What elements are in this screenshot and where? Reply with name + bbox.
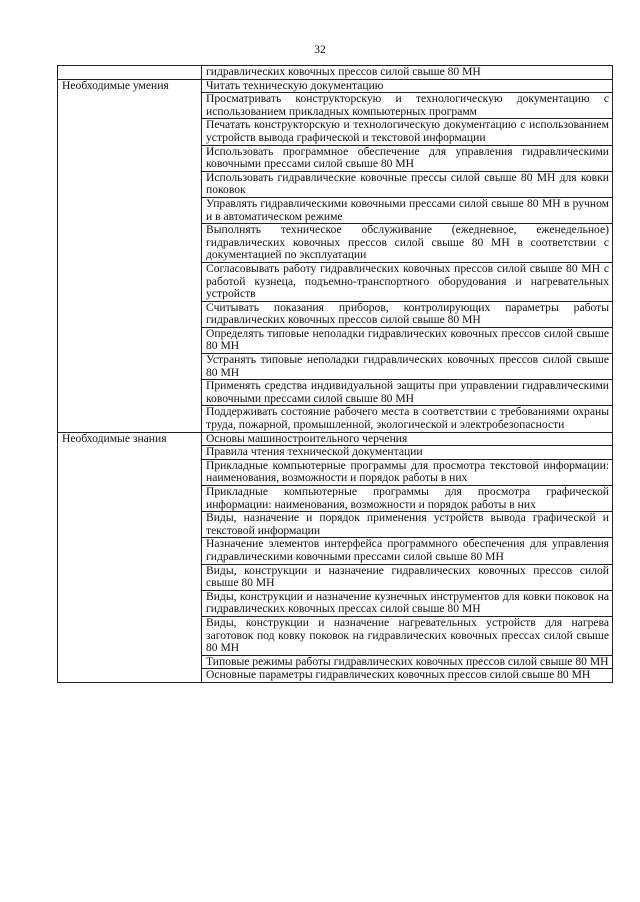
row-text: Считывать показания приборов, контролирующих параметры работы гидравлических ковочных прессов силой свыше 80 МН — [202, 301, 613, 327]
row-text: Виды, конструкции и назначение гидравлических ковочных прессов силой свыше 80 МН — [202, 564, 613, 590]
row-text: Устранять типовые неполадки гидравлических ковочных прессов силой свыше 80 МН — [202, 354, 613, 380]
row-text: Поддерживать состояние рабочего места в соответствии с требованиями охраны труда, пожарной, промышленной, экологической и электробезопасности — [202, 406, 613, 432]
table-row — [58, 66, 613, 80]
row-text: Правила чтения технической документации — [202, 446, 613, 460]
row-text: Согласовывать работу гидравлических ковочных прессов силой свыше 80 МН с работой кузнеца, подъемно-транспортного оборудования и нагревательных устройств — [202, 262, 613, 301]
competency-table — [57, 65, 613, 683]
competency-table-body — [58, 66, 613, 683]
row-text: Прикладные компьютерные программы для просмотра текстовой информации: наименования, возможности и порядок работы в них — [202, 459, 613, 485]
row-text: Назначение элементов интерфейса программного обеспечения для управления гидравлическими ковочными прессами силой свыше 80 МН — [202, 538, 613, 564]
row-text: Виды, конструкции и назначение кузнечных инструментов для ковки поковок на гидравлических ковочных прессах силой свыше 80 МН — [202, 590, 613, 616]
row-text: Применять средства индивидуальной защиты при управлении гидравлическими ковочными прессами силой свыше 80 МН — [202, 380, 613, 406]
row-text: Основные параметры гидравлических ковочных прессов силой свыше 80 МН — [202, 669, 613, 683]
row-text: Просматривать конструкторскую и технологическую документацию с использованием прикладных компьютерных программ — [202, 93, 613, 119]
row-text: Использовать гидравлические ковочные прессы силой свыше 80 МН для ковки поковок — [202, 171, 613, 197]
row-label: Необходимые знания — [58, 432, 202, 682]
row-text: Выполнять техническое обслуживание (ежедневное, еженедельное) гидравлических ковочных прессов силой свыше 80 МН в соответствии с документацией по эксплуатации — [202, 224, 613, 263]
row-text: Читать техническую документацию — [202, 79, 613, 93]
row-text: Управлять гидравлическими ковочными прессами силой свыше 80 МН в ручном и в автоматическом режиме — [202, 197, 613, 223]
row-text: Определять типовые неполадки гидравлических ковочных прессов силой свыше 80 МН — [202, 327, 613, 353]
row-text: Основы машиностроительного черчения — [202, 432, 613, 446]
row-label: Необходимые умения — [58, 79, 202, 432]
row-text: Прикладные компьютерные программы для просмотра графической информации: наименования, возможности и порядок работы в них — [202, 486, 613, 512]
row-text: Виды, назначение и порядок применения устройств вывода графической и текстовой информации — [202, 512, 613, 538]
row-label — [58, 66, 202, 80]
row-text: Использовать программное обеспечение для управления гидравлическими ковочными прессами силой свыше 80 МН — [202, 145, 613, 171]
row-text: гидравлических ковочных прессов силой свыше 80 МН — [202, 66, 613, 80]
page-number: 32 — [314, 44, 326, 56]
row-text: Виды, конструкции и назначение нагревательных устройств для нагрева заготовок под ковку поковок на гидравлических ковочных прессах силой свыше 80 МН — [202, 616, 613, 655]
row-text: Печатать конструкторскую и технологическую документацию с использованием устройств вывода графической и текстовой информации — [202, 119, 613, 145]
row-text: Типовые режимы работы гидравлических ковочных прессов силой свыше 80 МН — [202, 655, 613, 669]
table-row — [58, 432, 613, 446]
table-row — [58, 79, 613, 93]
